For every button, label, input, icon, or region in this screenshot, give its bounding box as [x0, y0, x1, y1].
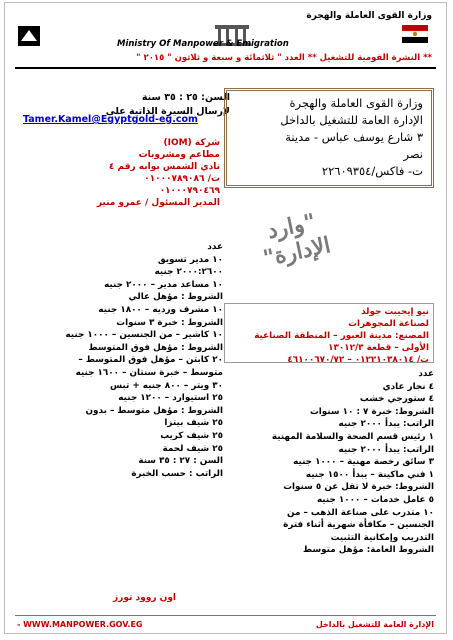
bulletin-issue-line: ** النشرة القومية للتشغيل ** العدد " ثلاثمائة و سبعة و ثلاثون " ٢٠١٥ ": [136, 53, 432, 63]
list-item: ١٠ متدرب على صناعة الذهب – من: [287, 507, 434, 518]
iom-line: نادي الشمس بوابه رقم ٤: [108, 162, 220, 172]
company-label: اون روود تورز: [113, 593, 176, 603]
ministry-line: ت- فاكس/٢٢٦٠٩٣٥٤: [321, 164, 423, 178]
list-item: الراتب : حسب الخبرة: [131, 468, 223, 479]
list-item: ٣٠ ويتر – ٨٠٠ جنيه + تبس: [109, 380, 223, 391]
list-item: الشروط : مؤهل متوسط – بدون: [85, 405, 223, 416]
iom-company-box: [15, 137, 220, 208]
ministry-line: الإدارة العامة للتشغيل بالداخل: [280, 113, 423, 127]
list-item: عدد: [418, 369, 434, 379]
list-item: ١٠ مساعد مدير – ٢٠٠٠ جنيه: [104, 279, 223, 290]
new-egypt-gold-box: [224, 303, 434, 363]
ministry-name-english: Ministry Of Manpower & Emigration: [117, 39, 289, 49]
nile-line: لصناعة المجوهرات: [348, 319, 429, 329]
nile-line: الأولى – قطعة ١٣٠١٢/٣: [328, 343, 429, 353]
nile-line: ت/ ٠١٢٢١٠٣٨٠١٤ – ٤٦١٠٠٦٧٠/٧٢: [287, 355, 429, 365]
manpower-logo-icon: [17, 25, 41, 47]
list-item: ٢٥ شيف بيتزا: [164, 418, 223, 429]
ministry-line: نصر: [403, 147, 423, 161]
nile-line: المصنع: مدينة العبور – المنطقة الصناعية: [254, 331, 429, 341]
list-item: متوسط – خبرة سنتان – ١٦٠٠ جنيه: [75, 367, 223, 378]
nile-line: نيو إيجيبت جولد: [361, 307, 429, 317]
iom-line: ٠١٠٠٠٧٩٠٤٦٩: [159, 186, 220, 196]
left-job-list: [15, 241, 223, 480]
iom-line: المدير المسئول / عمرو منير: [96, 198, 220, 208]
egypt-eagle-logo-icon: [402, 25, 428, 43]
section-title-art: "وارد الإدارة": [260, 208, 333, 272]
footer-department: الإدارة العامة للتشغيل بالداخل: [315, 620, 434, 629]
list-item: ٢٥ استيوارد – ١٢٠٠ جنيه: [118, 393, 223, 404]
list-item: ٥ عامل خدمات – ١٠٠٠ جنيه: [316, 494, 434, 505]
right-job-list: [218, 368, 434, 557]
list-item: الشروط : خبرة ٣ سنوات: [116, 317, 223, 328]
header-divider: [15, 67, 436, 69]
list-item: الشروط : مؤهل فوق المتوسط: [88, 342, 223, 353]
age-requirement: السن: ٢٥ : ٣٥ سنة: [141, 92, 230, 103]
list-item: الجنسين – مكافأة شهرية أثناء فترة: [283, 520, 434, 531]
list-item: ١ رئيس قسم الصحة والسلامة المهنية: [271, 431, 434, 442]
list-item: عدد: [207, 242, 223, 252]
list-item: الراتب: يبدأ ٢٠٠٠ جنيه: [338, 419, 434, 430]
contact-email-link[interactable]: Tamer.Kamel@Egyptgold-eg.com: [23, 114, 198, 125]
list-item: الشروط: خبرة ٧ : ١٠ سنوات: [309, 406, 434, 417]
list-item: الشروط: خبرة لا تقل عن ٥ سنوات: [283, 482, 434, 493]
list-item: ١ فني ماكينة – يبدأ ١٥٠٠ جنيه: [305, 469, 434, 480]
footer-divider: [15, 615, 436, 616]
ministry-name-arabic: وزارة القوى العاملة والهجرة: [306, 11, 432, 21]
cv-note: لإرسال السيرة الذاتية على: [105, 106, 230, 117]
iom-line: ت/ ٠١٠٠٠٧٨٩٠٨٦: [144, 174, 220, 184]
list-item: ٤ نجار عادي: [382, 381, 434, 392]
list-item: ٢٥ شيف كريب: [160, 430, 223, 441]
list-item: الراتب: يبدأ ٢٠٠٠ جنيه: [338, 444, 434, 455]
list-item: الشروط العامة: مؤهل متوسط: [303, 545, 434, 556]
list-item: ١٠ كاشير – من الجنسين – ١٠٠٠ جنيه: [65, 330, 223, 341]
iom-line: مطاعم ومشروبات: [138, 150, 220, 160]
ministry-line: وزارة القوى العاملة والهجرة: [289, 96, 423, 110]
list-item: السن : ٢٧ : ٣٥ سنة: [138, 456, 223, 467]
list-item: الشروط : مؤهل عالي: [128, 292, 223, 303]
list-item: ١٠ مشرف ورديه – ١٨٠٠ جنيه: [98, 304, 223, 315]
iom-line: شركة (IOM): [163, 138, 220, 148]
list-item: ٢٠٠٠:٢٦٠٠ جنيه: [154, 267, 223, 278]
list-item: التدريب وإمكانية التثبيت: [330, 532, 434, 543]
list-item: ٢٠ كابتن – مؤهل فوق المتوسط –: [78, 355, 223, 366]
ministry-line: ٣ شارع يوسف عباس - مدينة: [285, 130, 423, 144]
bulletin-page: [4, 2, 447, 634]
list-item: ١٠ مدير تسويق: [157, 254, 223, 265]
list-item: ٢٥ شيف لحمة: [162, 443, 223, 454]
ministry-address-box: [224, 88, 434, 188]
list-item: ٣ سائق رخصة مهنية – ١٠٠٠ جنيه: [293, 457, 434, 468]
footer-website-link[interactable]: - WWW.MANPOWER.GOV.EG: [17, 620, 143, 629]
list-item: ٤ ستورجي خشب: [359, 394, 434, 405]
